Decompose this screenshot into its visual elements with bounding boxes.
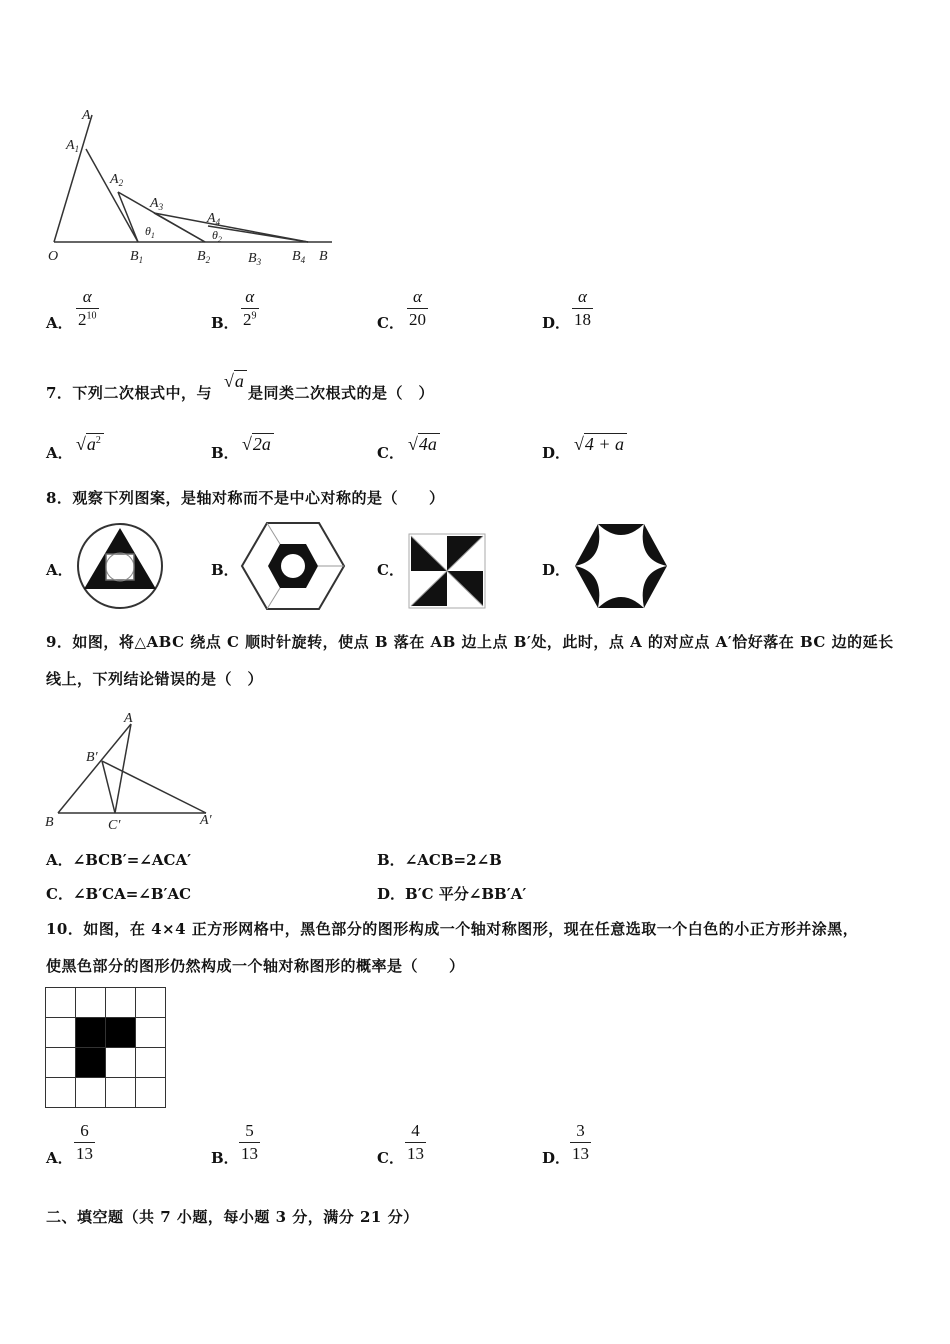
question-9-line2: 线上，下列结论错误的是（ ） (46, 670, 264, 688)
grid-cell-black (76, 1018, 106, 1048)
pinwheel-figure (408, 533, 486, 609)
grid-4x4-figure (45, 987, 166, 1108)
svg-text:θ1: $\theta_1$ (145, 224, 155, 240)
svg-text:B1: $B_1$ (130, 249, 144, 265)
section-2-heading: 二、填空题（共 7 小题，每小题 3 分，满分 21 分） (46, 1208, 419, 1226)
question-8: 8．观察下列图案，是轴对称而不是中心对称的是（ ） (46, 489, 445, 507)
svg-text:B4: $B_4$ (292, 249, 306, 265)
svg-text:A′: A′ (200, 813, 212, 828)
grid-cell-black (76, 1048, 106, 1078)
q6-c-fraction: α 20 (409, 287, 426, 329)
hexagon-figure (240, 520, 346, 612)
svg-text:A4: $A_4$ (207, 211, 221, 227)
grid-cell-black (106, 1018, 136, 1048)
svg-text:C′: C′ (108, 818, 121, 833)
grid-cell-white (136, 1078, 166, 1108)
question-7: 7．下列二次根式中，与 是同类二次根式的是（ ） (46, 384, 434, 402)
grid-cell-white (46, 1018, 76, 1048)
angle-sequence-figure (40, 105, 350, 270)
q9-option-c[interactable]: C．∠B′CA=∠B′AC (46, 885, 192, 903)
circle-triangle-figure (74, 520, 168, 612)
grid-cell-white (136, 988, 166, 1018)
q9-option-d[interactable]: D．B′C 平分∠BB′A′ (377, 885, 527, 903)
svg-text:A: A (124, 711, 133, 726)
question-10-line1: 10．如图，在 4×4 正方形网格中，黑色部分的图形构成一个轴对称图形，现在任意选取一个白色的小正方形并涂黑， (46, 920, 859, 938)
svg-text:A1: $A_1$ (66, 138, 80, 154)
svg-text:B2: $B_2$ (197, 249, 211, 265)
question-9-line1: 9．如图，将△ABC 绕点 C 顺时针旋转，使点 B 落在 AB 边上点 B′处，此时，点 A 的对应点 A′恰好落在 BC 边的延长 (46, 633, 894, 651)
grid-cell-white (136, 1048, 166, 1078)
grid-cell-white (46, 1048, 76, 1078)
svg-text:A2: $A_2$ (110, 172, 124, 188)
svg-text:B′: B′ (86, 750, 98, 765)
q6-a-fraction: α $2^{10}$ (78, 287, 97, 329)
svg-text:O: O (48, 249, 59, 264)
grid-cell-white (106, 988, 136, 1018)
grid-cell-white (106, 1048, 136, 1078)
svg-text:θ2: $\theta_2$ (212, 228, 222, 244)
q7-root-a: √a (224, 370, 247, 392)
grid-cell-white (106, 1078, 136, 1108)
grid-cell-white (136, 1018, 166, 1048)
question-10-line2: 使黑色部分的图形仍然构成一个轴对称图形的概率是（ ） (46, 957, 465, 975)
grid-cell-white (46, 988, 76, 1018)
svg-text:B: B (45, 815, 54, 830)
svg-text:B3: $B_3$ (248, 251, 262, 267)
svg-text:A: A (82, 108, 91, 123)
curved-hexagon-figure (572, 520, 670, 612)
grid-cell-white (76, 1078, 106, 1108)
q6-d-fraction: α 18 (574, 287, 591, 329)
grid-cell-white (76, 988, 106, 1018)
q6-b-fraction: α $2^9$ (243, 287, 257, 329)
svg-text:A3: $A_3$ (150, 196, 164, 212)
grid-cell-white (46, 1078, 76, 1108)
rotation-triangle-figure (40, 705, 230, 835)
q9-option-a[interactable]: A．∠BCB′=∠ACA′ (46, 851, 192, 869)
q9-option-b[interactable]: B．∠ACB=2∠B (377, 851, 502, 869)
svg-text:B: B (319, 249, 328, 264)
